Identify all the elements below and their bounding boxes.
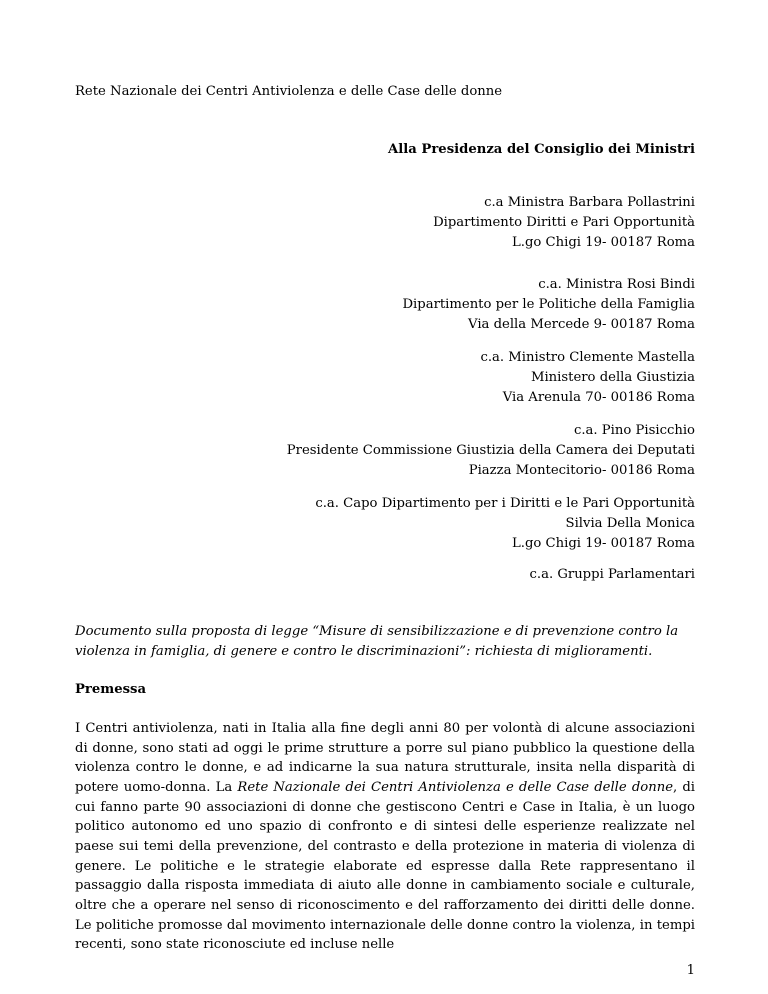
recipient-block-della-monica: c.a. Capo Dipartimento per i Diritti e le Pari Opportunità Silvia Della Monica L.go Chigi 19- 00187 Roma <box>315 496 695 551</box>
sender-line: Rete Nazionale dei Centri Antiviolenza e delle Case delle donne <box>75 84 503 99</box>
recipient-block-pollastrini: c.a Ministra Barbara Pollastrini Dipartimento Diritti e Pari Opportunità L.go Chigi 19- 00187 Roma <box>433 195 695 250</box>
body-italic-name: Rete Nazionale dei Centri Antiviolenza e delle Case delle donne <box>237 779 674 795</box>
subject-line: Documento sulla proposta di legge “Misure di sensibilizzazione e di prevenzione contro la violenza in famiglia, di genere e contro le discriminazioni”: richiesta di miglioramenti. <box>75 624 679 659</box>
recipient-block-bindi: c.a. Ministra Rosi Bindi Dipartimento per le Politiche della Famiglia Via della Mercede 9- 00187 Roma <box>402 277 695 332</box>
recipient-main: Alla Presidenza del Consiglio dei Ministri <box>388 142 695 157</box>
recipient-block-mastella: c.a. Ministro Clemente Mastella Ministero della Giustizia Via Arenula 70- 00186 Roma <box>480 350 695 405</box>
body-paragraph: I Centri antiviolenza, nati in Italia alla fine degli anni 80 per volontà di alcune associazioni di donne, sono stati ad oggi le prime strutture a porre sul piano pubblico la questione della violenza contro le donne, e ad indicarne la sua natura strutturale, insita nella disparità di potere uomo-donna. La Rete Nazionale dei Centri Antiviolenza e delle Case delle donne, di cui fanno parte 90 associazioni di donne che gestiscono Centri e Case in Italia, è un luogo politico autonomo ed uno spazio di confronto e di sintesi delle esperienze realizzate nel paese sui temi della prevenzione, del contrasto e della protezione in materia di violenza di genere. Le politiche e le strategie elaborate ed espresse dalla Rete rappresentano il passaggio dalla risposta immediata di aiuto alle donne in cambiamento sociale e culturale, oltre che a operare nel senso di riconoscimento e del rafforzamento dei diritti delle donne. Le politiche promosse dal movimento internazionale delle donne contro la violenza, in tempi recenti, sono state riconosciute ed incluse nelle <box>75 721 696 953</box>
page-number: 1 <box>686 963 695 978</box>
recipient-block-gruppi: c.a. Gruppi Parlamentari <box>529 567 695 582</box>
recipient-block-pisicchio: c.a. Pino Pisicchio Presidente Commissione Giustizia della Camera dei Deputati Piazza Montecitorio- 00186 Roma <box>286 423 695 478</box>
section-heading: Premessa <box>75 682 146 697</box>
